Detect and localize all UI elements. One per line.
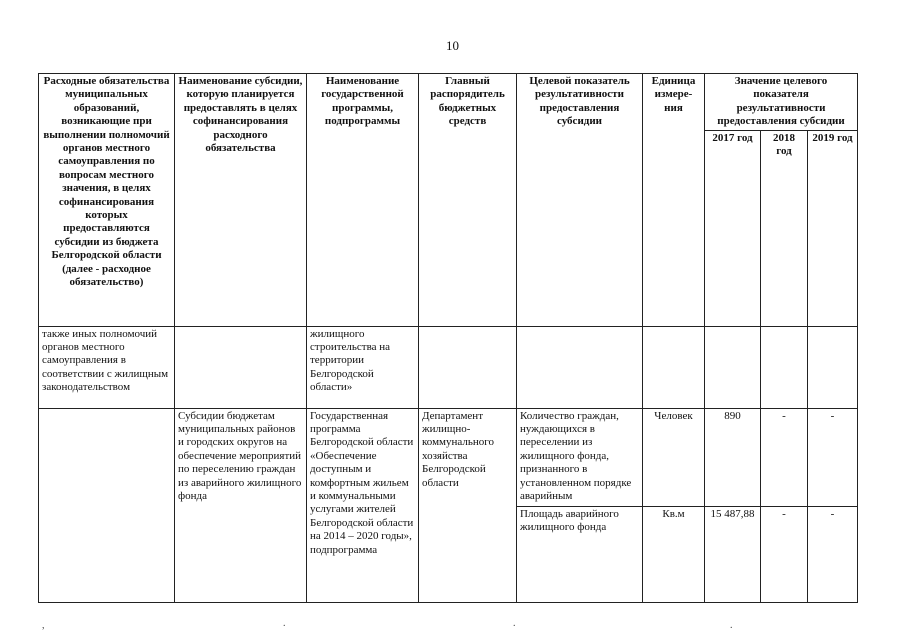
- scan-speck: .: [283, 618, 286, 629]
- indicator2-name: Площадь аварийного жилищного фонда: [517, 506, 643, 602]
- header-subsidy-name: Наименование субсидии, которую планируется предоставлять в целях софинансирования расходного обязательства: [175, 74, 307, 327]
- row1-unit: [643, 326, 705, 408]
- header-year-2017: 2017 год: [705, 130, 761, 326]
- indicator1-value-2017: 890: [705, 408, 761, 506]
- indicator1-value-2018: -: [761, 408, 808, 506]
- indicator2-value-2017: 15 487,88: [705, 506, 761, 602]
- indicator2-unit: Кв.м: [643, 506, 705, 602]
- indicator2-value-2019: -: [808, 506, 858, 602]
- row1-subsidy-name: [175, 326, 307, 408]
- page-number: 10: [446, 38, 459, 53]
- header-program: Наименование государственной программы, подпрограммы: [307, 74, 419, 327]
- indicator2-value-2018: -: [761, 506, 808, 602]
- scan-speck: ,: [42, 620, 45, 631]
- row1-value-2018: [761, 326, 808, 408]
- row1-program: жилищного строительства на территории Белгородской области»: [307, 326, 419, 408]
- header-year-2019: 2019 год: [808, 130, 858, 326]
- indicator1-value-2019: -: [808, 408, 858, 506]
- row2-obligation: [39, 408, 175, 602]
- header-budget-manager: Главный распорядитель бюджетных средств: [419, 74, 517, 327]
- header-year-2018: 2018 год: [761, 130, 808, 326]
- indicator1-name: Количество граждан, нуждающихся в переселении из жилищного фонда, признанного в установленном порядке аварийным: [517, 408, 643, 506]
- header-obligation: Расходные обязательства муниципальных образований, возникающие при выполнении полномочий органов местного самоуправления по вопросам местного значения, в целях софинансирования которых предоставляются субсидии из бюджета Белгородской области (далее - расходное обязательство): [39, 74, 175, 327]
- row1-indicator: [517, 326, 643, 408]
- scan-speck: .: [513, 618, 516, 629]
- row2-program: Государственная программа Белгородской области «Обеспечение доступным и комфортным жильем и коммунальными услугами жителей Белгородской области на 2014 – 2020 годы», подпрограмма: [307, 408, 419, 602]
- row1-value-2017: [705, 326, 761, 408]
- header-value-group: Значение целевого показателя результативности предоставления субсидии: [705, 74, 858, 131]
- scan-speck: .: [730, 620, 733, 631]
- row1-value-2019: [808, 326, 858, 408]
- row1-obligation: также иных полномочий органов местного самоуправления в соответствии с жилищным законодательством: [39, 326, 175, 408]
- subsidy-table: [38, 73, 858, 603]
- row2-budget-manager: Департамент жилищно-коммунального хозяйства Белгородской области: [419, 408, 517, 602]
- header-unit: Единица измере-ния: [643, 74, 705, 327]
- header-target-indicator: Целевой показатель результативности предоставления субсидии: [517, 74, 643, 327]
- indicator1-unit: Человек: [643, 408, 705, 506]
- row2-subsidy-name: Субсидии бюджетам муниципальных районов и городских округов на обеспечение мероприятий по переселению граждан из аварийного жилищного фонда: [175, 408, 307, 602]
- row1-budget-manager: [419, 326, 517, 408]
